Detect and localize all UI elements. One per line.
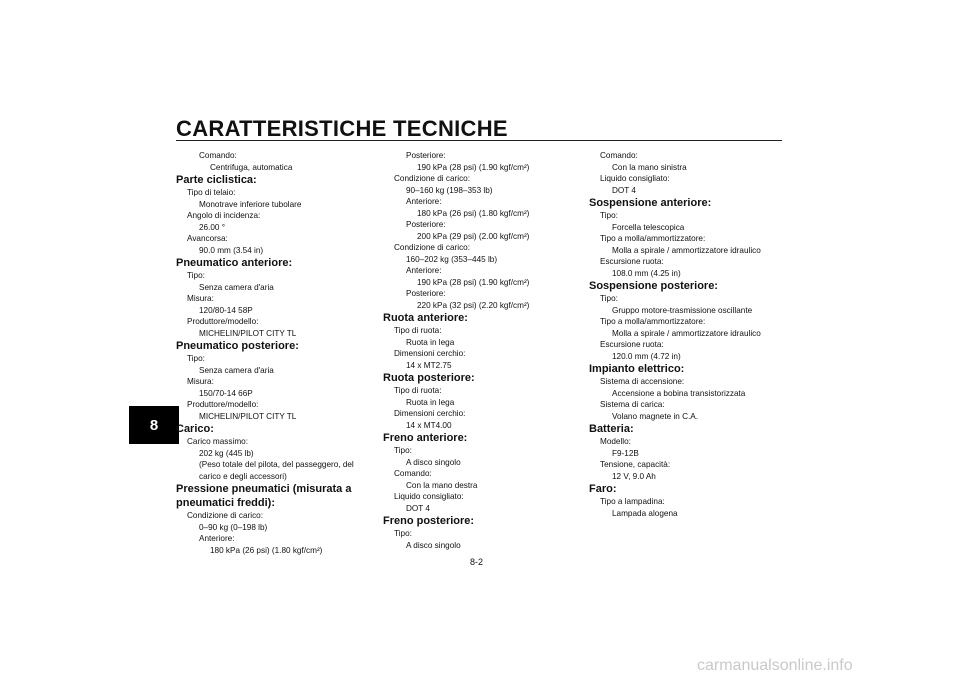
spec-label: Anteriore: — [406, 197, 442, 206]
spec-value: 90–160 kg (198–353 lb) — [406, 185, 493, 195]
spec-value: Senza camera d'aria — [199, 282, 274, 292]
spec-value: MICHELIN/PILOT CITY TL — [199, 411, 297, 421]
spec-label: Posteriore: — [406, 151, 446, 160]
spec-label: Tipo: — [187, 354, 205, 363]
chapter-tab: 8 — [129, 406, 179, 444]
spec-label: Tipo di telaio: — [187, 188, 236, 197]
spec-value: DOT 4 — [612, 185, 636, 195]
spec-value: carico e degli accessori) — [199, 471, 287, 481]
spec-value: Molla a spirale / ammortizzatore idraulico — [612, 328, 761, 338]
page-number: 8-2 — [470, 557, 484, 567]
spec-value: 180 kPa (26 psi) (1.80 kgf/cm²) — [417, 208, 530, 218]
spec-label: Misura: — [187, 294, 214, 303]
spec-label: Comando: — [199, 151, 237, 160]
spec-label: Tipo di ruota: — [394, 386, 442, 395]
spec-label: Comando: — [394, 469, 432, 478]
spec-value: Forcella telescopica — [612, 222, 685, 232]
spec-value: Con la mano sinistra — [612, 162, 687, 172]
spec-value: DOT 4 — [406, 503, 430, 513]
spec-value: Accensione a bobina transistorizzata — [612, 388, 746, 398]
watermark: carmanualsonline.info — [697, 657, 853, 674]
section-heading: Freno posteriore: — [383, 515, 475, 527]
spec-value: 220 kPa (32 psi) (2.20 kgf/cm²) — [417, 300, 530, 310]
spec-label: Avancorsa: — [187, 234, 228, 243]
section-heading: Batteria: — [589, 423, 634, 435]
spec-label: Tipo: — [394, 446, 412, 455]
spec-value: 12 V, 9.0 Ah — [612, 471, 656, 481]
spec-value: 190 kPa (28 psi) (1.90 kgf/cm²) — [417, 162, 530, 172]
section-heading: Parte ciclistica: — [176, 174, 257, 186]
spec-label: Tipo di ruota: — [394, 326, 442, 335]
section-heading: pneumatici freddi): — [176, 497, 276, 509]
spec-label: Comando: — [600, 151, 638, 160]
spec-value: 190 kPa (28 psi) (1.90 kgf/cm²) — [417, 277, 530, 287]
spec-value: 120.0 mm (4.72 in) — [612, 351, 681, 361]
spec-label: Posteriore: — [406, 289, 446, 298]
section-heading: Sospensione posteriore: — [589, 280, 718, 292]
spec-column-3 — [589, 150, 789, 519]
section-heading: Carico: — [176, 423, 214, 435]
spec-label: Liquido consigliato: — [394, 492, 464, 501]
spec-value: A disco singolo — [406, 540, 461, 550]
spec-label: Tipo a lampadina: — [600, 497, 665, 506]
spec-label: Carico massimo: — [187, 437, 248, 446]
spec-value: 14 x MT2.75 — [406, 360, 452, 370]
spec-value: Ruota in lega — [406, 397, 455, 407]
spec-label: Posteriore: — [406, 220, 446, 229]
spec-value: Gruppo motore-trasmissione oscillante — [612, 305, 753, 315]
title-rule — [176, 140, 782, 141]
spec-label: Dimensioni cerchio: — [394, 349, 466, 358]
spec-label: Condizione di carico: — [187, 511, 264, 520]
spec-label: Tipo a molla/ammortizzatore: — [600, 234, 706, 243]
spec-value: 150/70-14 66P — [199, 388, 253, 398]
spec-value: (Peso totale del pilota, del passeggero, del — [199, 460, 354, 469]
spec-value: 26.00 ° — [199, 222, 226, 232]
spec-value: Monotrave inferiore tubolare — [199, 199, 302, 209]
spec-value: 202 kg (445 lb) — [199, 448, 254, 458]
spec-value: Volano magnete in C.A. — [612, 411, 699, 421]
spec-value: A disco singolo — [406, 457, 461, 467]
section-heading: Sospensione anteriore: — [589, 197, 712, 209]
spec-value: Lampada alogena — [612, 508, 678, 518]
spec-label: Tipo a molla/ammortizzatore: — [600, 317, 706, 326]
spec-column-1 — [176, 150, 376, 556]
spec-label: Produttore/modello: — [187, 317, 259, 326]
spec-value: 120/80-14 58P — [199, 305, 253, 315]
spec-value: Ruota in lega — [406, 337, 455, 347]
section-heading: Pneumatico anteriore: — [176, 257, 293, 269]
spec-value: MICHELIN/PILOT CITY TL — [199, 328, 297, 338]
spec-label: Sistema di carica: — [600, 400, 665, 409]
section-heading: Pressione pneumatici (misurata a — [176, 483, 352, 495]
spec-label: Tipo: — [394, 529, 412, 538]
spec-label: Tipo: — [600, 211, 618, 220]
spec-label: Escursione ruota: — [600, 257, 664, 266]
spec-label: Misura: — [187, 377, 214, 386]
page-title: CARATTERISTICHE TECNICHE — [176, 116, 508, 141]
spec-value: Molla a spirale / ammortizzatore idraulico — [612, 245, 761, 255]
section-heading: Pneumatico posteriore: — [176, 340, 299, 352]
spec-label: Angolo di incidenza: — [187, 211, 261, 220]
spec-label: Escursione ruota: — [600, 340, 664, 349]
spec-value: Centrifuga, automatica — [210, 162, 293, 172]
spec-value: 180 kPa (26 psi) (1.80 kgf/cm²) — [210, 545, 323, 555]
spec-label: Dimensioni cerchio: — [394, 409, 466, 418]
spec-label: Tensione, capacità: — [600, 460, 671, 469]
spec-label: Anteriore: — [406, 266, 442, 275]
spec-column-2 — [383, 150, 583, 551]
spec-label: Sistema di accensione: — [600, 377, 685, 386]
section-heading: Ruota posteriore: — [383, 372, 475, 384]
spec-label: Anteriore: — [199, 534, 235, 543]
spec-value: 108.0 mm (4.25 in) — [612, 268, 681, 278]
spec-value: 14 x MT4.00 — [406, 420, 452, 430]
spec-value: 90.0 mm (3.54 in) — [199, 245, 264, 255]
section-heading: Impianto elettrico: — [589, 363, 685, 375]
spec-label: Condizione di carico: — [394, 174, 471, 183]
section-heading: Freno anteriore: — [383, 432, 468, 444]
section-heading: Ruota anteriore: — [383, 312, 468, 324]
spec-label: Tipo: — [187, 271, 205, 280]
spec-value: 160–202 kg (353–445 lb) — [406, 254, 498, 264]
spec-value: Con la mano destra — [406, 480, 478, 490]
spec-value: 200 kPa (29 psi) (2.00 kgf/cm²) — [417, 231, 530, 241]
spec-label: Tipo: — [600, 294, 618, 303]
spec-value: F9-12B — [612, 448, 639, 458]
spec-label: Liquido consigliato: — [600, 174, 670, 183]
spec-label: Produttore/modello: — [187, 400, 259, 409]
spec-label: Modello: — [600, 437, 631, 446]
section-heading: Faro: — [589, 483, 617, 495]
spec-label: Condizione di carico: — [394, 243, 471, 252]
spec-value: 0–90 kg (0–198 lb) — [199, 522, 268, 532]
spec-value: Senza camera d'aria — [199, 365, 274, 375]
